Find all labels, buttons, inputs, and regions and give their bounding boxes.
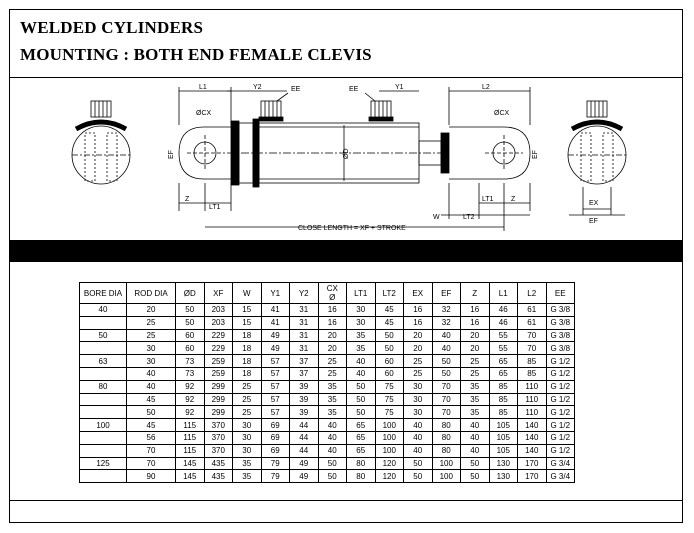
table-cell: 70 [518,329,547,342]
table-cell: 435 [204,457,233,470]
table-row [80,367,575,380]
table-cell: 80 [432,431,461,444]
table-cell: 20 [318,342,347,355]
table-cell: 69 [261,431,290,444]
table-cell: 46 [489,304,518,317]
table-cell: 50 [176,316,205,329]
table-cell: 299 [204,380,233,393]
table-cell: 16 [461,316,490,329]
table-cell: 50 [80,329,127,342]
table-cell: 85 [489,393,518,406]
cylinder-barrel [227,101,449,187]
table-cell: 20 [127,304,176,317]
table-cell: 44 [290,431,319,444]
table-cell: 65 [489,355,518,368]
table-cell: 49 [261,329,290,342]
table-cell [80,367,127,380]
table-cell: 40 [432,342,461,355]
table-cell: 63 [80,355,127,368]
table-cell: 65 [347,431,376,444]
col-header: Y1 [261,283,290,304]
table-cell: 18 [233,355,262,368]
table-cell: 203 [204,304,233,317]
table-cell: 110 [518,393,547,406]
col-header: EF [432,283,461,304]
col-header: Y2 [290,283,319,304]
table-cell: 80 [432,444,461,457]
title-line-2: MOUNTING : BOTH END FEMALE CLEVIS [20,45,372,64]
col-header: ROD DIA [127,283,176,304]
table-cell: 73 [176,367,205,380]
table-cell: 79 [261,457,290,470]
table-cell: 41 [261,316,290,329]
table-cell: G 3/8 [546,304,575,317]
left-end-view [72,101,130,184]
left-clevis [179,87,231,179]
table-cell: 100 [432,470,461,483]
table-cell: 41 [261,304,290,317]
table-cell [80,406,127,419]
table-cell [80,393,127,406]
table-cell: G 3/8 [546,342,575,355]
section-band [9,240,683,262]
table-cell: 35 [318,380,347,393]
table-cell: 30 [404,380,433,393]
label-z-left: Z [185,196,190,203]
table-cell: 20 [461,342,490,355]
table-cell [80,444,127,457]
table-cell: 15 [233,316,262,329]
table-cell: 16 [404,316,433,329]
table-cell [80,431,127,444]
table-cell: 65 [347,419,376,432]
table-cell: 30 [404,406,433,419]
table-cell: 50 [347,393,376,406]
table-row [80,457,575,470]
table-row [80,304,575,317]
table-cell: 32 [432,316,461,329]
table-cell: 39 [290,393,319,406]
table-cell: 61 [518,316,547,329]
table-cell: G 3/4 [546,470,575,483]
table-row [80,329,575,342]
table-cell: 90 [127,470,176,483]
label-ef-left: EF [168,150,175,159]
table-cell: 80 [347,457,376,470]
table-cell: 35 [233,457,262,470]
table-cell: 18 [233,329,262,342]
table-cell: 50 [404,470,433,483]
table-cell: 75 [375,393,404,406]
table-cell: 57 [261,367,290,380]
label-ex: EX [589,200,599,207]
col-header: ØD [176,283,205,304]
label-y1: Y1 [395,84,404,91]
table-cell: 45 [375,304,404,317]
table-cell: 55 [489,329,518,342]
table-cell: 70 [127,444,176,457]
table-row [80,431,575,444]
table-cell: 73 [176,355,205,368]
table-cell: 40 [318,444,347,457]
table-cell: G 3/8 [546,316,575,329]
table-cell: 40 [80,304,127,317]
table-cell: 40 [318,419,347,432]
table-cell: G 1/2 [546,393,575,406]
table-cell: 80 [80,380,127,393]
table-cell: 69 [261,419,290,432]
table-cell: 50 [404,457,433,470]
table-cell: 39 [290,406,319,419]
table-cell: 35 [347,342,376,355]
table-cell: 57 [261,380,290,393]
table-cell: 145 [176,470,205,483]
table-cell: 16 [318,316,347,329]
table-cell [80,470,127,483]
table-cell: 40 [404,419,433,432]
table-cell: 69 [261,444,290,457]
label-close-length: CLOSE LENGTH = XF + STROKE [298,225,406,232]
table-cell: 39 [290,380,319,393]
col-header: EX [404,283,433,304]
table-cell: 60 [375,367,404,380]
table-cell: 40 [404,444,433,457]
table-cell: 56 [127,431,176,444]
table-row [80,342,575,355]
table-cell: 50 [347,380,376,393]
col-header: Z [461,283,490,304]
table-cell: 80 [347,470,376,483]
cylinder-drawing [9,79,683,241]
table-cell: 100 [375,431,404,444]
table-cell: 435 [204,470,233,483]
label-ee-right: EE [349,86,359,93]
table-cell: 80 [432,419,461,432]
table-cell: 61 [518,304,547,317]
table-cell: G 3/4 [546,457,575,470]
table-cell: 55 [489,342,518,355]
dimension-table [79,282,575,483]
table-cell: 40 [318,431,347,444]
table-cell: 50 [318,457,347,470]
table-cell: 140 [518,419,547,432]
table-cell: 16 [461,304,490,317]
table-cell: 170 [518,470,547,483]
table-cell: 85 [518,367,547,380]
col-header: W [233,283,262,304]
table-cell: 170 [518,457,547,470]
table-cell: 70 [127,457,176,470]
table-cell: 35 [318,393,347,406]
table-cell: 110 [518,380,547,393]
table-cell: 120 [375,470,404,483]
table-cell: 57 [261,406,290,419]
table-cell: 30 [404,393,433,406]
table-cell: 30 [233,419,262,432]
table-cell: 130 [489,470,518,483]
table-cell: 50 [432,367,461,380]
table-cell: 31 [290,304,319,317]
table-cell: 50 [461,457,490,470]
table-cell: 35 [233,470,262,483]
table-cell: 115 [176,431,205,444]
table-cell [80,342,127,355]
table-row [80,419,575,432]
table-cell: 37 [290,367,319,380]
table-cell: 40 [347,355,376,368]
table-cell: 30 [127,355,176,368]
table-cell: 37 [290,355,319,368]
table-cell: 30 [127,342,176,355]
table-cell: 70 [432,406,461,419]
table-cell: 30 [233,431,262,444]
table-cell: 49 [290,457,319,470]
table-cell: 70 [432,380,461,393]
table-cell: 115 [176,419,205,432]
table-cell: 100 [375,419,404,432]
table-cell: 65 [489,367,518,380]
table-cell: 35 [461,406,490,419]
table-cell: 49 [290,470,319,483]
table-cell: 259 [204,355,233,368]
table-cell: 35 [461,380,490,393]
label-lt2: LT2 [463,214,475,221]
table-cell: 110 [518,406,547,419]
label-lt1-left: LT1 [209,204,221,211]
table-cell: 18 [233,342,262,355]
table-cell: 79 [261,470,290,483]
label-lt1-right: LT1 [482,196,494,203]
label-ee-left: EE [291,86,301,93]
table-cell: G 1/2 [546,367,575,380]
right-end-view [568,101,626,215]
table-cell: 92 [176,380,205,393]
table-cell: 40 [127,380,176,393]
table-cell: 45 [375,316,404,329]
table-cell: 229 [204,342,233,355]
table-cell: 120 [375,457,404,470]
table-cell: 105 [489,419,518,432]
table-cell: 40 [461,419,490,432]
table-cell: G 1/2 [546,380,575,393]
table-header-row [80,283,575,304]
table-cell: 60 [375,355,404,368]
table-cell: 18 [233,367,262,380]
table-cell: 20 [404,342,433,355]
table-cell: 125 [80,457,127,470]
table-cell: 370 [204,431,233,444]
table-cell: 70 [432,393,461,406]
table-cell: 31 [290,316,319,329]
title-divider [9,77,683,78]
table-body [80,304,575,483]
table-cell: 145 [176,457,205,470]
col-header: BORE DIA [80,283,127,304]
table-cell: 25 [233,380,262,393]
table-cell: 49 [261,342,290,355]
table-row [80,393,575,406]
col-header: CX Ø [318,283,347,304]
table-cell: 40 [461,444,490,457]
col-header: L2 [518,283,547,304]
table-cell: 50 [432,355,461,368]
table-cell: 40 [347,367,376,380]
table-cell: 70 [518,342,547,355]
label-y2: Y2 [253,84,262,91]
table-cell: 115 [176,444,205,457]
col-header: LT2 [375,283,404,304]
table-cell: G 3/8 [546,329,575,342]
table-cell: 65 [347,444,376,457]
table-cell: 370 [204,444,233,457]
label-w: W [433,214,440,221]
table-cell: 100 [432,457,461,470]
table-cell: 25 [318,355,347,368]
table-cell: 50 [461,470,490,483]
table-cell: 35 [461,393,490,406]
table-cell: 100 [375,444,404,457]
table-cell: 40 [127,367,176,380]
table-row [80,380,575,393]
table-cell: 20 [404,329,433,342]
table-cell: 75 [375,380,404,393]
table-cell: G 1/2 [546,431,575,444]
table-cell: 35 [347,329,376,342]
table-cell: G 1/2 [546,406,575,419]
table-cell: 30 [233,444,262,457]
label-ef-bottom: EF [589,218,598,225]
table-cell: 40 [432,329,461,342]
col-header: XF [204,283,233,304]
table-cell: 25 [461,367,490,380]
table-cell: 50 [375,342,404,355]
table-cell: 57 [261,355,290,368]
table-cell: 259 [204,367,233,380]
table-cell: G 1/2 [546,419,575,432]
table-cell: 44 [290,444,319,457]
table-cell: 25 [318,367,347,380]
label-ef-right: EF [532,150,539,159]
table-cell: 50 [176,304,205,317]
table-cell: 32 [432,304,461,317]
table-cell: 45 [127,393,176,406]
table-cell: 25 [461,355,490,368]
table-cell: 370 [204,419,233,432]
footer-divider [9,500,683,501]
table-cell: 20 [318,329,347,342]
table-row [80,444,575,457]
table-cell: 25 [404,355,433,368]
table-cell: 40 [404,431,433,444]
table-cell: 92 [176,406,205,419]
table-cell: 25 [233,406,262,419]
table-row [80,470,575,483]
table-cell: 44 [290,419,319,432]
table-row [80,406,575,419]
table-cell: 16 [404,304,433,317]
col-header: LT1 [347,283,376,304]
col-header: L1 [489,283,518,304]
table-cell: 50 [375,329,404,342]
table-cell: 229 [204,329,233,342]
table-cell: 20 [461,329,490,342]
table-cell: 299 [204,406,233,419]
table-cell: 57 [261,393,290,406]
table-cell: 16 [318,304,347,317]
table-cell: 60 [176,342,205,355]
table-cell: G 1/2 [546,444,575,457]
table-cell: 25 [404,367,433,380]
table-cell: 203 [204,316,233,329]
table-cell: 31 [290,342,319,355]
table-cell: 92 [176,393,205,406]
label-l2: L2 [482,84,490,91]
label-od: ØD [343,148,350,159]
table-cell: 30 [347,304,376,317]
table-cell: 299 [204,393,233,406]
table-cell: 25 [127,329,176,342]
table-cell: 130 [489,457,518,470]
table-cell: 25 [233,393,262,406]
table-cell: 85 [489,406,518,419]
table-cell: 85 [518,355,547,368]
label-cx-right: ØCX [494,110,510,117]
table-cell: 30 [347,316,376,329]
table-cell: 105 [489,431,518,444]
table-cell: 105 [489,444,518,457]
table-cell: G 1/2 [546,355,575,368]
label-cx-left: ØCX [196,110,212,117]
table-cell: 40 [461,431,490,444]
table-cell: 15 [233,304,262,317]
table-cell: 140 [518,431,547,444]
label-l1: L1 [199,84,207,91]
table-cell: 140 [518,444,547,457]
title-line-1: WELDED CYLINDERS [20,18,204,37]
table-cell: 35 [318,406,347,419]
table-row [80,355,575,368]
table-cell: 50 [318,470,347,483]
table-cell: 31 [290,329,319,342]
table-cell: 45 [127,419,176,432]
table-cell: 50 [347,406,376,419]
table-cell: 60 [176,329,205,342]
table-cell: 46 [489,316,518,329]
table-cell: 25 [127,316,176,329]
table-cell: 85 [489,380,518,393]
table-row [80,316,575,329]
table-cell [80,316,127,329]
table-cell: 75 [375,406,404,419]
table-cell: 100 [80,419,127,432]
right-clevis [449,87,530,179]
table-cell: 50 [127,406,176,419]
col-header: EE [546,283,575,304]
label-z-right: Z [511,196,516,203]
